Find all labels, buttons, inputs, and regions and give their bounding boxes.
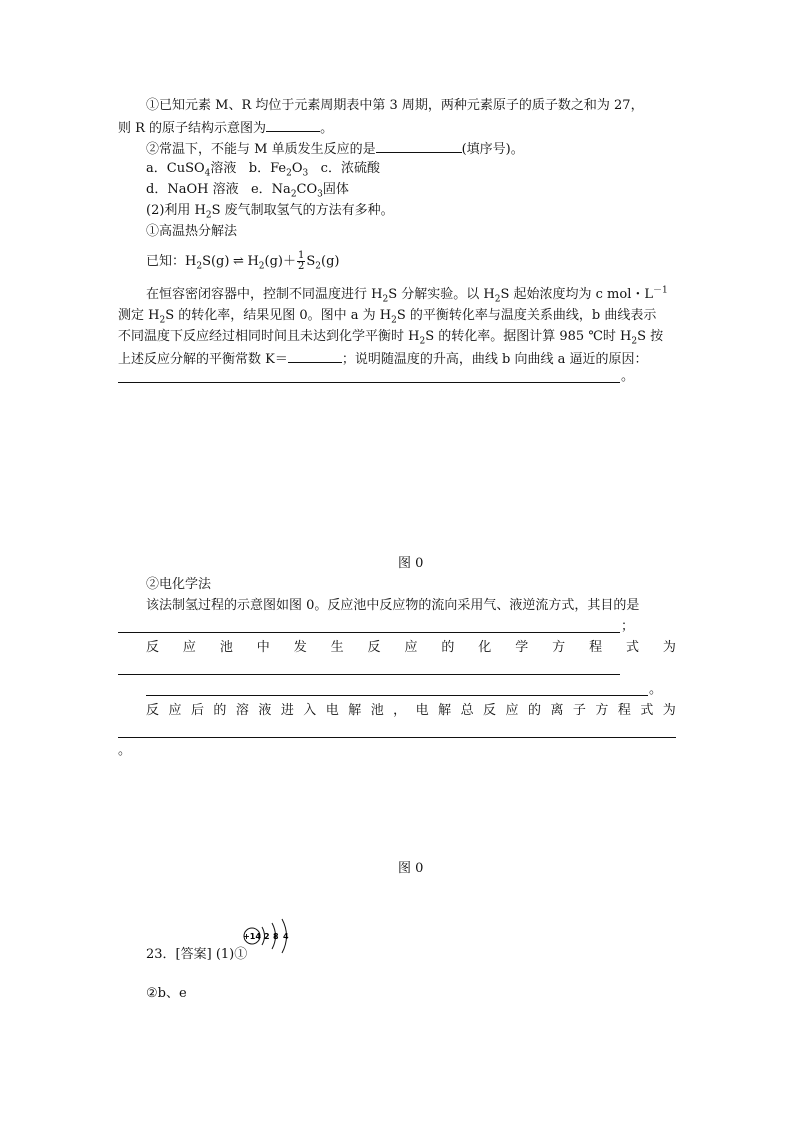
answer-line[interactable] [118, 674, 620, 675]
spread-char: 入 [303, 703, 317, 718]
spread-char: 池 [219, 640, 233, 655]
spread-char: 为 [662, 640, 676, 655]
spread-char: 应 [505, 703, 519, 718]
answer-line[interactable] [146, 695, 648, 696]
spread-char: 溶 [235, 703, 249, 718]
spread-char: 化 [478, 640, 492, 655]
option-a: a．CuSO$_4$溶液 [146, 161, 237, 179]
spread-char: 电 [415, 703, 429, 718]
spread-char: 中 [256, 640, 270, 655]
nucleus-label: +14 [243, 932, 261, 941]
answer-line[interactable] [118, 382, 620, 383]
answer-line[interactable] [118, 632, 620, 633]
equilibrium-arrow-icon: ⇌ [233, 254, 244, 269]
q1-line2-text: 则 R 的原子结构示意图为 [118, 121, 267, 136]
q1-line2-end: 。 [320, 121, 334, 136]
q2-intro: (2)利用 $H_2S$ 废气制取氢气的方法有多种。 [146, 203, 394, 221]
figure-caption: 图 0 [398, 556, 424, 571]
answer-line[interactable] [118, 737, 676, 738]
q1-line2 [118, 118, 333, 138]
spread-char: 的 [441, 640, 455, 655]
spread-char: 解 [438, 703, 452, 718]
spread-char: 子 [572, 703, 586, 718]
reaction-equation: 已知：$H_2S(g)$ ⇌ $H_2(g)+$ $\frac{1}{2}$ $S_2(g)$ [146, 250, 340, 272]
q1-options-row1 [146, 160, 380, 178]
atom-structure-diagram [242, 914, 294, 966]
spread-char: 学 [515, 640, 529, 655]
method2-line8: 。 [118, 743, 132, 758]
method2-title: ②电化学法 [146, 577, 212, 592]
para-line5-end: 。 [621, 369, 635, 384]
spread-char: 的 [527, 703, 541, 718]
spread-char: 方 [595, 703, 609, 718]
spread-char: 反 [367, 640, 381, 655]
option-c: c．浓硫酸 [320, 161, 380, 176]
q1-line1: ①已知元素 M、R 均位于元素周期表中第 3 周期，两种元素原子的质子数之和为 27， [146, 98, 644, 113]
spread-char: 池 [370, 703, 384, 718]
q1-options-row2 [146, 181, 349, 199]
answer-label: 23．[答案] (1)① [146, 947, 248, 962]
spread-char: 液 [258, 703, 272, 718]
spread-char: 解 [348, 703, 362, 718]
method2-line3 [146, 639, 676, 657]
para-line2: 测定 $H_2S$ 的转化率，结果见图 0。图中 a 为 $H_2S$ 的平衡转化率与温度关系曲线，b 曲线表示 [118, 308, 657, 326]
spread-char: 电 [325, 703, 339, 718]
answer-blank[interactable] [266, 118, 320, 132]
spread-char: 应 [182, 640, 196, 655]
q1-line3-text: ②常温下，不能与 M 单质发生反应的是 [146, 142, 376, 157]
shell-count-2: 8 [273, 932, 279, 941]
spread-char: 式 [640, 703, 654, 718]
spread-char: 离 [550, 703, 564, 718]
spread-char: 为 [662, 703, 676, 718]
spread-char: 总 [460, 703, 474, 718]
spread-char: 式 [625, 640, 639, 655]
spread-char: 后 [190, 703, 204, 718]
method2-line2-end: ； [621, 619, 635, 634]
para-line1: 在恒容密闭容器中，控制不同温度进行 $H_2S$ 分解实验。以 $H_2S$ 起始浓度均为 c mol・$L^{-1}$ [146, 285, 668, 305]
spread-char: 的 [213, 703, 227, 718]
answer-part2: ②b、e [146, 986, 187, 1001]
fraction: $\frac{1}{2}$ [298, 250, 305, 272]
para-line3: 不同温度下反应经过相同时间且未达到化学平衡时 $H_2S$ 的转化率。据图计算 985 ℃时 $H_2S$ 按 [118, 329, 664, 347]
spread-char: 反 [483, 703, 497, 718]
spread-char: 反 [146, 703, 160, 718]
spread-char: 进 [280, 703, 294, 718]
spread-char: 发 [293, 640, 307, 655]
method2-line6 [146, 702, 676, 720]
method1-title: ①高温热分解法 [146, 224, 238, 239]
para-line4: 上述反应分解的平衡常数 K＝ ；说明随温度的升高，曲线 b 向曲线 a 逼近的原因： [118, 349, 647, 369]
method2-line1: 该法制氢过程的示意图如图 0。反应池中反应物的流向采用气、液逆流方式，其目的是 [146, 598, 640, 613]
figure-caption: 图 0 [398, 861, 424, 876]
shell-count-3: 4 [283, 932, 289, 941]
spread-char: 反 [146, 640, 160, 655]
shell-count-1: 2 [264, 932, 270, 941]
option-b: b．$Fe_2O_3$ [248, 161, 309, 179]
spread-char: 程 [617, 703, 631, 718]
option-d: d．NaOH 溶液 [146, 182, 239, 197]
option-e: e．$Na_2CO_3$固体 [250, 182, 349, 200]
answer-blank[interactable] [376, 139, 462, 153]
spread-char: 应 [168, 703, 182, 718]
spread-char: 生 [330, 640, 344, 655]
spread-char: ， [393, 703, 407, 718]
spread-char: 程 [589, 640, 603, 655]
q1-line3-end: (填序号)。 [461, 142, 524, 157]
spread-char: 应 [404, 640, 418, 655]
spread-char: 方 [552, 640, 566, 655]
q1-line3 [146, 139, 524, 159]
method2-line5-end: 。 [649, 682, 663, 697]
answer-blank[interactable] [288, 349, 342, 363]
